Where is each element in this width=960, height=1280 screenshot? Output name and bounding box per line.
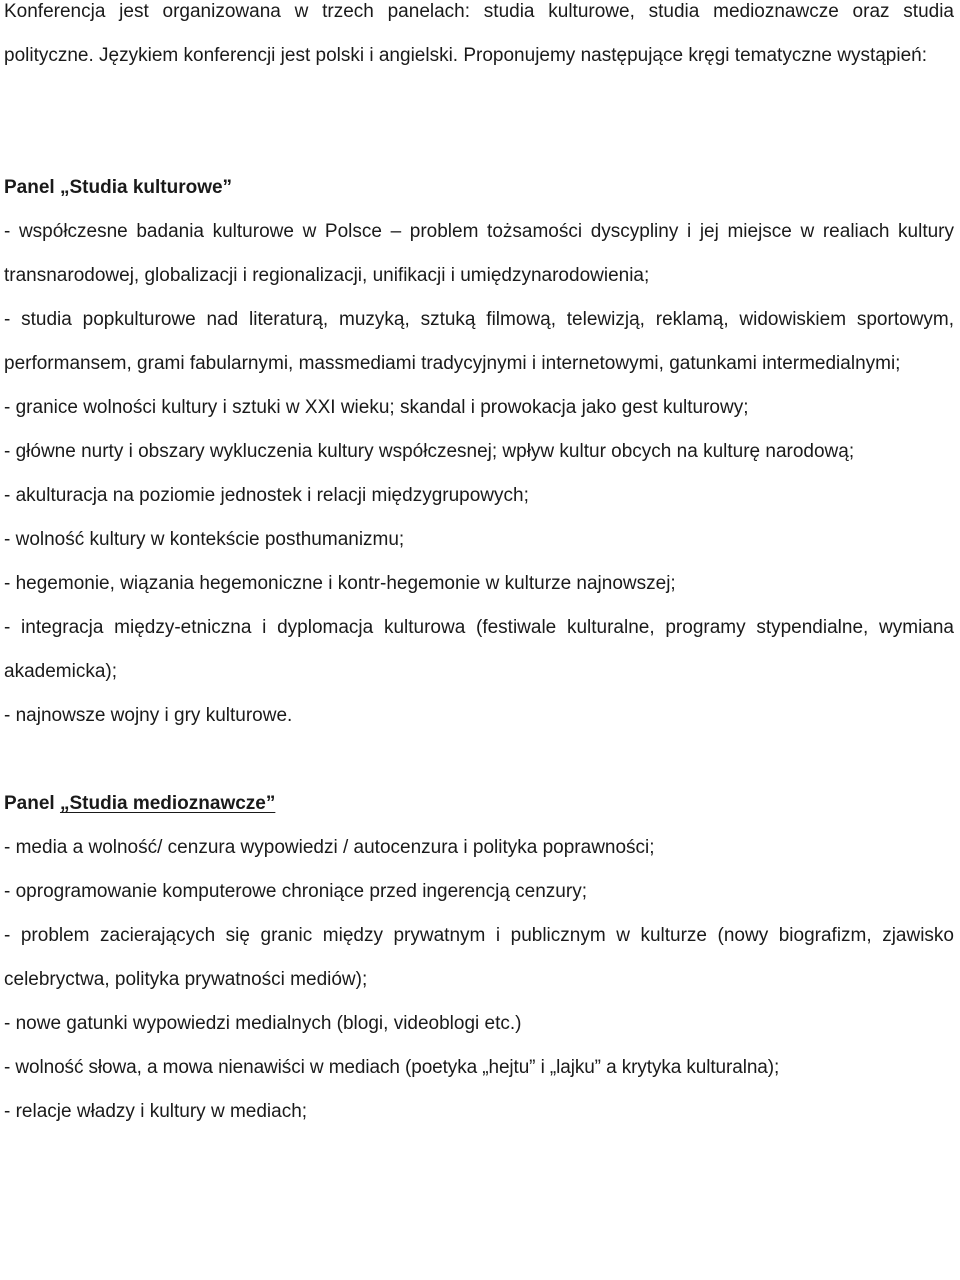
list-item: - granice wolności kultury i sztuki w XXI wieku; skandal i prowokacja jako gest kulturowy; [4,397,749,418]
list-item: - wolność słowa, a mowa nienawiści w mediach (poetyka „hejtu” i „lajku” a krytyka kulturalna); [4,1057,780,1078]
panel-heading-media-studies [4,782,954,826]
panel-heading-cultural-studies [4,166,954,210]
panel-heading-title: „Studia medioznawcze” [59,793,276,814]
list-item: - hegemonie, wiązania hegemoniczne i kontr-hegemonie w kulturze najnowszej; [4,573,676,594]
panel-heading-prefix: Panel [4,793,60,814]
list-item: - wolność kultury w kontekście posthumanizmu; [4,529,405,550]
list-item: - studia popkulturowe nad literaturą, muzyką, sztuką filmową, telewizją, reklamą, widowiskiem sportowym, performansem, grami fabularnymi, massmediami tradycyjnymi i internetowymi, gatunkami intermedialnymi; [4,309,954,374]
list-item: - nowe gatunki wypowiedzi medialnych (blogi, videoblogi etc.) [4,1013,522,1034]
list-item: - współczesne badania kulturowe w Polsce – problem tożsamości dyscypliny i jej miejsce w realiach kultury transnarodowej, globalizacji i regionalizacji, unifikacji i umiędzynarodowienia; [4,221,954,286]
panel-heading-prefix: Panel [4,177,60,198]
list-item: - relacje władzy i kultury w mediach; [4,1101,308,1122]
panel-heading-title: „Studia kulturowe” [59,177,233,198]
list-item: - oprogramowanie komputerowe chroniące przed ingerencją cenzury; [4,881,587,902]
intro-paragraph: Konferencja jest organizowana w trzech panelach: studia kulturowe, studia medioznawcze oraz studia polityczne. Językiem konferencji jest polski i angielski. Proponujemy następujące kręgi tematyczne wystąpień: [4,1,954,66]
list-item: - najnowsze wojny i gry kulturowe. [4,705,293,726]
list-item: - media a wolność/ cenzura wypowiedzi / autocenzura i polityka poprawności; [4,837,655,858]
list-item: - integracja między-etniczna i dyplomacja kulturowa (festiwale kulturalne, programy stypendialne, wymiana akademicka); [4,617,954,682]
list-item: - akulturacja na poziomie jednostek i relacji międzygrupowych; [4,485,529,506]
list-item: - problem zacierających się granic między prywatnym i publicznym w kulturze (nowy biografizm, zjawisko celebryctwa, polityka prywatności mediów); [4,925,954,990]
list-item: - główne nurty i obszary wykluczenia kultury współczesnej; wpływ kultur obcych na kulturę narodową; [4,441,855,462]
